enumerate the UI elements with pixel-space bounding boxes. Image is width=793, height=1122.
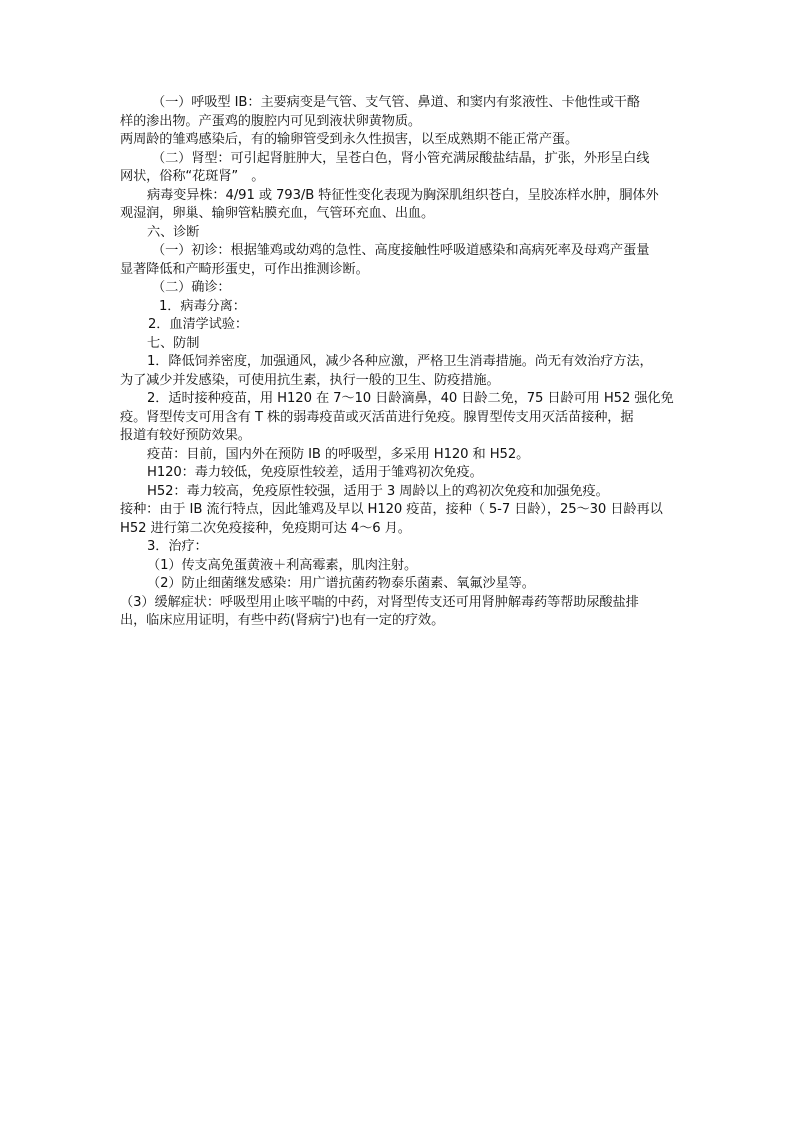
text-line: 报道有较好预防效果。 (120, 428, 251, 443)
text-line: H120：毒力较低，免疫原性较差，适用于雏鸡初次免疫。 (147, 465, 483, 480)
text-line: 观湿润，卵巢、输卵管粘膜充血，气管环充血、出血。 (120, 206, 435, 221)
text-line: H52：毒力较高，免疫原性较强，适用于 3 周龄以上的鸡初次免疫和加强免疫。 (147, 483, 609, 499)
text-line: 为了减少并发感染，可使用抗生素，执行一般的卫生、防疫措施。 (120, 372, 500, 388)
text-line: 六、诊断 (147, 224, 200, 240)
text-line: 显著降低和产畸形蛋史，可作出推测诊断。 (120, 261, 369, 277)
text-line: 接种：由于 IB 流行特点，因此雏鸡及早以 H120 疫苗，接种（ 5-7 日龄），25～30 日龄再以 (120, 502, 663, 517)
text-line: 七、防制 (147, 335, 200, 351)
text-line: 2．适时接种疫苗，用 H120 在 7～10 日龄滴鼻，40 日龄二免，75 日龄可用 H52 强化免 (147, 391, 674, 406)
text-line: （二）肾型：可引起肾脏肿大，呈苍白色，肾小管充满尿酸盐结晶，扩张，外形呈白线 (152, 150, 650, 166)
text-line: 疫苗：目前，国内外在预防 IB 的呼吸型，多采用 H120 和 H52。 (147, 446, 530, 462)
text-line: 出，临床应用证明，有些中药(肾病宁)也有一定的疗效。 (120, 613, 445, 628)
text-line: 2．血清学试验： (148, 317, 248, 332)
text-line: （3）缓解症状：呼吸型用止咳平喘的中药，对肾型传支还可用肾肿解毒药等帮助尿酸盐排 (120, 594, 639, 610)
text-line: 疫。肾型传支可用含有 T 株的弱毒疫苗或灭活苗进行免疫。腺胃型传支用灭活苗接种，据 (120, 409, 634, 425)
text-line: 网状，俗称“花斑肾” 。 (120, 169, 265, 184)
text-line: 1．降低饲养密度，加强通风，减少各种应激，严格卫生消毒措施。尚无有效治疗方法， (147, 354, 653, 369)
text-line: 样的渗出物。产蛋鸡的腹腔内可见到液状卵黄物质。 (120, 113, 422, 129)
text-line: （2）防止细菌继发感染：用广谱抗菌药物泰乐菌素、氧氟沙星等。 (147, 576, 535, 591)
text-line: 1．病毒分离： (159, 298, 246, 314)
text-line: 3．治疗： (147, 539, 208, 554)
text-line: 病毒变异株：4/91 或 793/B 特征性变化表现为胸深肌组织苍白，呈胶冻样水肿，胴体外 (147, 187, 659, 203)
text-line: （二）确诊： (152, 280, 231, 295)
text-line: （1）传支高免蛋黄液＋利高霉素，肌肉注射。 (147, 557, 418, 573)
text-line: 两周龄的雏鸡感染后，有的输卵管受到永久性损害，以至成熟期不能正常产蛋。 (120, 132, 579, 147)
text-line: （一）初诊：根据雏鸡或幼鸡的急性、高度接触性呼吸道感染和高病死率及母鸡产蛋量 (152, 243, 650, 258)
text-line: （一）呼吸型 IB：主要病变是气管、支气管、鼻道、和窦内有浆液性、卡他性或干酪 (152, 95, 640, 110)
text-line: H52 进行第二次免疫接种，免疫期可达 4～6 月。 (120, 520, 411, 536)
document-body (120, 94, 676, 631)
